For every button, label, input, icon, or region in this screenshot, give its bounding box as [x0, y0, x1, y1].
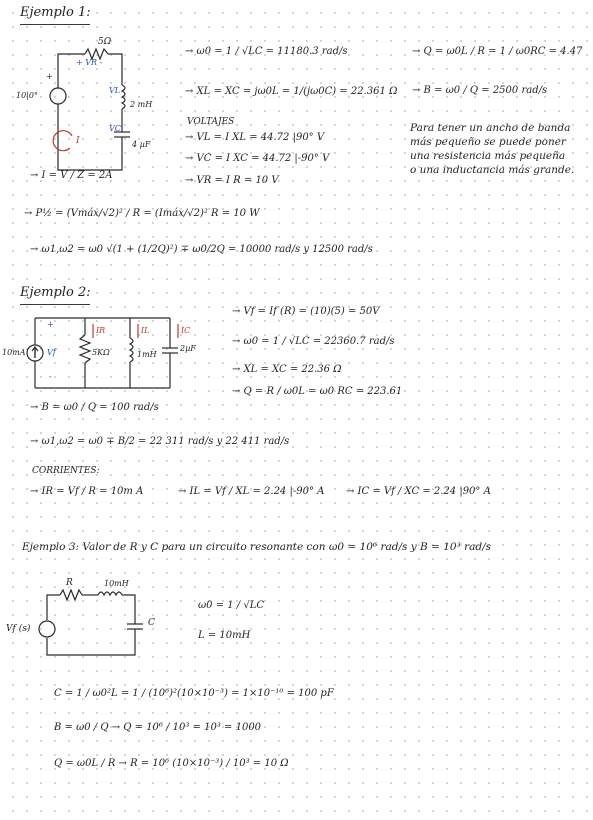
ex2-minus-label: -: [49, 372, 52, 381]
ex1-w12-formula: → ω1,ω2 = ω0 √(1 + (1/2Q)²) ∓ ω0/2Q = 10000 rad/s y 12500 rad/s: [30, 244, 373, 255]
ex1-vc-label: VC: [109, 124, 121, 133]
ex2-w0-line: → ω0 = 1 / √LC = 22360.7 rad/s: [232, 336, 395, 347]
ex1-vl-label: VL: [109, 86, 121, 95]
ex1-w0-line: → ω0 = 1 / √LC = 11180.3 rad/s: [185, 46, 348, 57]
ex1-capacitor-label: 4 µF: [132, 140, 151, 149]
ex2-heading: Ejemplo 2:: [20, 285, 91, 300]
ex1-q-line: → Q = ω0L / R = 1 / ω0RC = 4.47: [412, 46, 583, 57]
ex1-note-2: más pequeño se puede poner: [410, 136, 566, 148]
ex1-resistor-label: 5Ω: [98, 37, 112, 47]
ex2-ir-line: → IR = Vf / R = 10m A: [30, 486, 144, 497]
ex1-voltages-heading: VOLTAJES: [187, 117, 235, 127]
ex2-capacitor-label: 2µF: [180, 344, 196, 353]
ex1-heading: Ejemplo 1:: [20, 5, 91, 20]
ex1-note-4: o una inductancia más grande.: [410, 164, 575, 176]
ex3-l-label: 10mH: [104, 579, 129, 588]
ex3-c-line: C = 1 / ω0²L = 1 / (10⁶)²(10×10⁻³) = 1×10⁻¹⁰ = 100 pF: [54, 688, 334, 699]
ex2-inductor-label: 1mH: [137, 350, 157, 359]
ex1-b-line: → B = ω0 / Q = 2500 rad/s: [412, 85, 548, 96]
ex2-ic-label: IC: [181, 326, 191, 335]
ex2-b-line: → B = ω0 / Q = 100 rad/s: [30, 402, 159, 413]
ex1-note-1: Para tener un ancho de banda: [410, 122, 571, 134]
ex1-current-formula: → I = V / Z = 2A: [30, 170, 113, 181]
ex1-vl-line: → VL = I XL = 44.72 |90° V: [185, 132, 325, 143]
ex1-vc-line: → VC = I XC = 44.72 |-90° V: [185, 153, 330, 164]
ex3-l-line: L = 10mH: [198, 630, 251, 641]
ex1-vr-label: + VR -: [76, 58, 103, 67]
ex1-power-formula: → P½ = (Vmáx/√2)² / R = (Imáx/√2)² R = 10 W: [24, 208, 260, 219]
ex2-vf-label: Vf: [47, 348, 56, 357]
ex2-q-line: → Q = R / ω0L = ω0 RC = 223.61: [232, 386, 403, 397]
ex1-plus-label: +: [46, 72, 53, 81]
ex2-ir-label: IR: [96, 326, 106, 335]
ex2-vf-line: → Vf = If (R) = (10)(5) = 50V: [232, 306, 380, 317]
ex3-source-label: Vf (s): [6, 624, 31, 634]
ex2-source-label: 10mA: [2, 348, 26, 357]
ex1-note-3: una resistencia más pequeña: [410, 150, 566, 162]
ex1-inductor-label: 2 mH: [130, 100, 153, 109]
ex1-source-label: 10|0°: [16, 91, 38, 100]
ex2-il-label: IL: [141, 326, 150, 335]
ex3-b-line: B = ω0 / Q → Q = 10⁶ / 10³ = 10³ = 1000: [54, 722, 262, 733]
ex3-heading: Ejemplo 3: Valor de R y C para un circuito resonante con ω0 = 10⁶ rad/s y B = 10³ rad/s: [22, 541, 492, 553]
ex2-w12-line: → ω1,ω2 = ω0 ∓ B/2 = 22 311 rad/s y 22 411 rad/s: [30, 436, 290, 447]
ex2-ic-line: → IC = Vf / XC = 2.24 |90° A: [346, 486, 491, 497]
ex3-w0-line: ω0 = 1 / √LC: [198, 600, 265, 611]
ex1-xl-line: → XL = XC = jω0L = 1/(jω0C) = 22.361 Ω: [185, 86, 398, 97]
ex2-plus-label: +: [47, 320, 54, 329]
ex1-vr-line: → VR = I R = 10 V: [185, 175, 279, 186]
ex3-q-line: Q = ω0L / R → R = 10⁶ (10×10⁻³) / 10³ = 10 Ω: [54, 758, 289, 769]
ex2-resistor-label: 5KΩ: [92, 348, 110, 357]
ex1-current-label: I: [76, 136, 80, 146]
ex2-il-line: → IL = Vf / XL = 2.24 |-90° A: [178, 486, 325, 497]
ex2-x-line: → XL = XC = 22.36 Ω: [232, 364, 342, 375]
ex2-currents-heading: CORRIENTES:: [32, 466, 100, 476]
ex3-r-label: R: [66, 578, 73, 588]
ex3-c-label: C: [148, 618, 155, 628]
